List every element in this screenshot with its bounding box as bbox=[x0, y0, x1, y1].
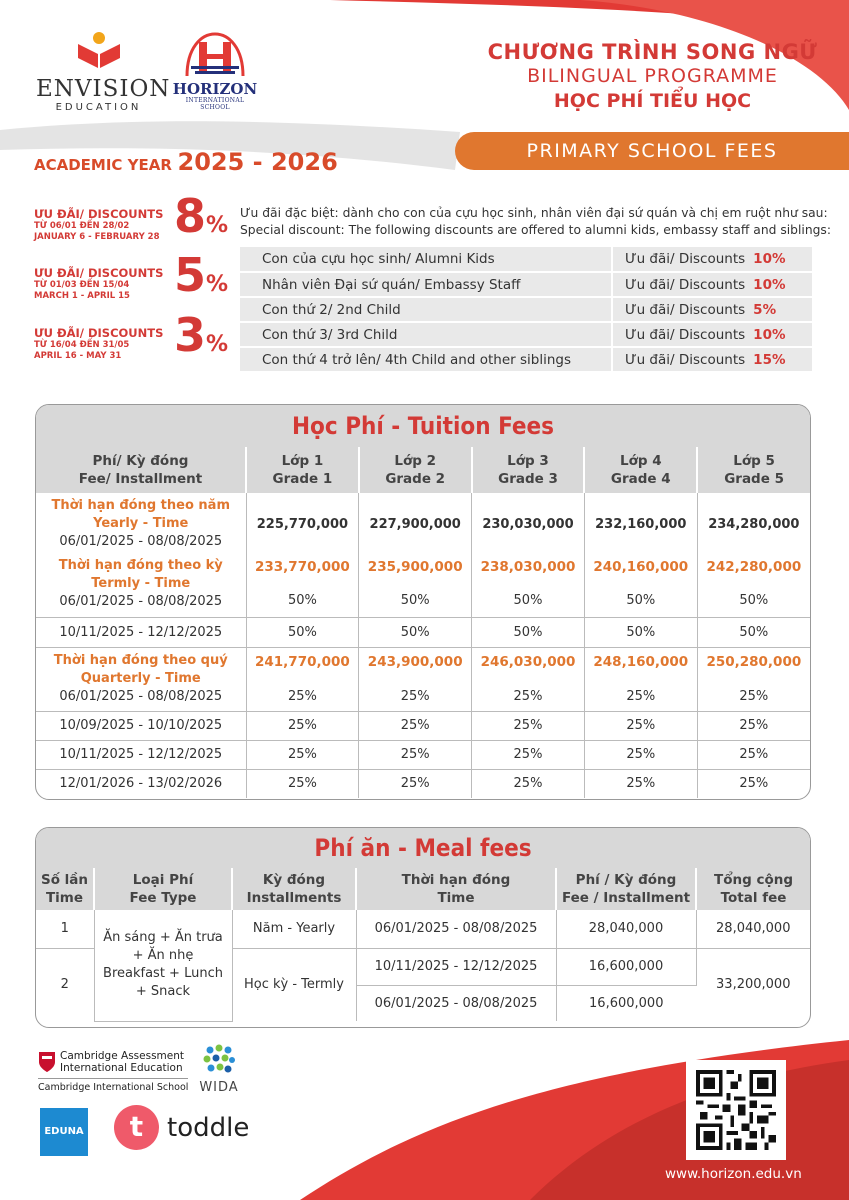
discount-name: Con thứ 2/ 2nd Child bbox=[240, 297, 612, 322]
quarterly-amount-cell: 246,030,000 25% bbox=[472, 647, 585, 711]
meal-period: 06/01/2025 - 08/08/2025 bbox=[356, 985, 556, 1021]
discount-date-vn: TỪ 06/01 ĐẾN 28/02 bbox=[34, 221, 130, 231]
meal-row bbox=[36, 910, 810, 948]
yearly-amount: 234,280,000 bbox=[708, 516, 800, 532]
fee-installment-header: Phí/ Kỳ đóng Fee/ Installment bbox=[36, 447, 246, 493]
termly-amount-cell: 233,770,000 50% bbox=[246, 555, 359, 617]
academic-year-label: ACADEMIC YEAR bbox=[34, 156, 172, 174]
grade-header: Lớp 4 Grade 4 bbox=[584, 447, 697, 493]
installment-percent: 25% bbox=[584, 711, 697, 740]
quarterly-installment-row bbox=[36, 769, 810, 798]
meal-total: 33,200,000 bbox=[716, 977, 791, 993]
wida-logo bbox=[194, 1044, 244, 1095]
termly-label: Thời hạn đóng theo kỳ Termly - Time 06/01/2025 - 08/08/2025 bbox=[36, 555, 246, 617]
discount-name: Con thứ 3/ 3rd Child bbox=[240, 322, 612, 347]
wida-mosaic-icon bbox=[202, 1044, 236, 1076]
meal-fee: 28,040,000 bbox=[556, 910, 696, 948]
quarterly-installment-row bbox=[36, 711, 810, 740]
meal-fee: 16,600,000 bbox=[556, 948, 696, 985]
meal-header-row bbox=[36, 868, 810, 910]
termly-row bbox=[36, 555, 810, 617]
subtitle-vn: HỌC PHÍ TIỂU HỌC bbox=[553, 90, 752, 112]
yearly-amount: 230,030,000 bbox=[472, 493, 585, 555]
website-link[interactable]: www.horizon.edu.vn bbox=[665, 1166, 802, 1182]
special-discount-row bbox=[240, 347, 812, 372]
meal-header: Thời hạn đóng Time bbox=[356, 868, 556, 910]
programme-title bbox=[460, 40, 845, 112]
installment-percent: 25% bbox=[246, 769, 359, 798]
qr-code-icon bbox=[696, 1070, 776, 1150]
yearly-row bbox=[36, 493, 810, 555]
discount-date-vn: TỪ 01/03 ĐẾN 15/04 bbox=[34, 280, 130, 290]
installment-percent: 50% bbox=[584, 617, 697, 647]
discount-value-cell: Ưu đãi/ Discounts 5% bbox=[612, 297, 812, 322]
installment-percent: 25% bbox=[472, 740, 585, 769]
termly-amount-cell: 240,160,000 50% bbox=[584, 555, 697, 617]
special-discount-table bbox=[240, 247, 812, 373]
title-vn: CHƯƠNG TRÌNH SONG NGỮ bbox=[487, 40, 818, 64]
discount-value-cell: Ưu đãi/ Discounts 10% bbox=[612, 322, 812, 347]
discount-block-3 bbox=[34, 308, 229, 363]
discount-value-cell: Ưu đãi/ Discounts 15% bbox=[612, 347, 812, 372]
discount-name: Con thứ 4 trở lên/ 4th Child and other siblings bbox=[240, 347, 612, 372]
horizon-emblem-icon bbox=[183, 30, 247, 78]
installment-percent: 25% bbox=[697, 740, 810, 769]
installment-percent: 25% bbox=[584, 769, 697, 798]
horizon-wordmark: HORIZON bbox=[172, 80, 258, 98]
special-discount-row bbox=[240, 322, 812, 347]
wida-wordmark: WIDA bbox=[199, 1080, 239, 1095]
tuition-table bbox=[36, 447, 810, 798]
discount-value-cell: Ưu đãi/ Discounts 10% bbox=[612, 272, 812, 297]
discount-percent: 5% bbox=[174, 248, 229, 302]
meal-fee-type: Ăn sáng + Ăn trưa + Ăn nhẹ Breakfast + Lunch + Snack bbox=[94, 910, 232, 1021]
special-discount-row bbox=[240, 272, 812, 297]
discount-percent: 8% bbox=[174, 189, 229, 243]
grade-header: Lớp 3 Grade 3 bbox=[472, 447, 585, 493]
meal-header: Loại Phí Fee Type bbox=[94, 868, 232, 910]
quarterly-label: Thời hạn đóng theo quý Quarterly - Time 06/01/2025 - 08/08/2025 bbox=[36, 647, 246, 711]
installment-percent: 50% bbox=[472, 617, 585, 647]
discount-label: ƯU ĐÃI/ DISCOUNTS bbox=[34, 266, 164, 280]
installment-dates: 12/01/2026 - 13/02/2026 bbox=[36, 769, 246, 798]
meal-header: Phí / Kỳ đóng Fee / Installment bbox=[556, 868, 696, 910]
installment-percent: 25% bbox=[359, 740, 472, 769]
cambridge-line-3: Cambridge International School bbox=[38, 1078, 188, 1093]
meal-header: Số lần Time bbox=[36, 868, 94, 910]
envision-emblem-icon bbox=[74, 30, 124, 70]
special-discount-text bbox=[240, 205, 840, 238]
subtitle-en-banner: PRIMARY SCHOOL FEES bbox=[455, 132, 849, 170]
title-en: BILINGUAL PROGRAMME bbox=[527, 65, 778, 87]
yearly-label: Thời hạn đóng theo năm Yearly - Time 06/01/2025 - 08/08/2025 bbox=[36, 493, 246, 555]
eduna-logo: EDUNA bbox=[40, 1108, 88, 1156]
academic-year bbox=[34, 148, 338, 176]
tuition-title: Học Phí - Tuition Fees bbox=[36, 405, 810, 447]
installment-dates: 10/09/2025 - 10/10/2025 bbox=[36, 711, 246, 740]
installment-percent: 25% bbox=[359, 711, 472, 740]
discount-date-vn: TỪ 16/04 ĐẾN 31/05 bbox=[34, 340, 130, 350]
installment-percent: 50% bbox=[739, 624, 769, 640]
yearly-amount: 232,160,000 bbox=[584, 493, 697, 555]
cambridge-line-1: Cambridge Assessment bbox=[60, 1050, 185, 1062]
grade-header: Lớp 1 Grade 1 bbox=[246, 447, 359, 493]
discount-label: ƯU ĐÃI/ DISCOUNTS bbox=[34, 207, 164, 221]
special-discount-row bbox=[240, 297, 812, 322]
cambridge-logo bbox=[38, 1050, 188, 1093]
envision-logo bbox=[36, 30, 171, 113]
installment-dates: 10/11/2025 - 12/12/2025 bbox=[36, 740, 246, 769]
installment-percent: 50% bbox=[359, 617, 472, 647]
toddle-icon: t bbox=[114, 1105, 159, 1150]
installment-dates: 10/11/2025 - 12/12/2025 bbox=[36, 617, 246, 647]
quarterly-amount-cell: 248,160,000 25% bbox=[584, 647, 697, 711]
meal-period: 06/01/2025 - 08/08/2025 bbox=[356, 910, 556, 948]
tuition-panel bbox=[35, 404, 811, 800]
toddle-logo bbox=[114, 1105, 249, 1150]
meal-time: 2 bbox=[36, 948, 94, 1021]
meal-installment: Học kỳ - Termly bbox=[232, 948, 356, 1021]
yearly-amount: 227,900,000 bbox=[359, 493, 472, 555]
discount-block-1 bbox=[34, 189, 229, 244]
quarterly-installment-row bbox=[36, 740, 810, 769]
cambridge-shield-icon bbox=[38, 1051, 56, 1073]
grade-header: Lớp 5 Grade 5 bbox=[697, 447, 810, 493]
meal-header: Kỳ đóng Installments bbox=[232, 868, 356, 910]
meal-installment: Năm - Yearly bbox=[232, 910, 356, 948]
meal-title: Phí ăn - Meal fees bbox=[36, 828, 810, 868]
termly-installment-row bbox=[36, 617, 810, 647]
quarterly-amount-cell: 250,280,000 25% bbox=[697, 647, 810, 711]
horizon-logo bbox=[170, 30, 260, 111]
installment-percent: 25% bbox=[697, 711, 810, 740]
discount-block-2 bbox=[34, 248, 229, 303]
meal-table bbox=[36, 868, 810, 1022]
discount-percent: 3% bbox=[174, 308, 229, 362]
special-discount-en: Special discount: The following discounts are offered to alumni kids, embassy staff and siblings: bbox=[240, 222, 831, 237]
meal-panel bbox=[35, 827, 811, 1028]
installment-percent: 25% bbox=[472, 711, 585, 740]
meal-time: 1 bbox=[36, 910, 94, 948]
meal-total: 28,040,000 bbox=[696, 910, 810, 948]
installment-percent: 25% bbox=[246, 740, 359, 769]
special-discount-vn: Ưu đãi đặc biệt: dành cho con của cựu học sinh, nhân viên đại sứ quán và chị em ruột như sau: bbox=[240, 206, 828, 220]
installment-percent: 25% bbox=[246, 711, 359, 740]
envision-subtitle: EDUCATION bbox=[55, 102, 142, 113]
discount-date-en: APRIL 16 - MAY 31 bbox=[34, 351, 122, 362]
academic-year-value: 2025 - 2026 bbox=[177, 148, 338, 176]
discount-name: Nhân viên Đại sứ quán/ Embassy Staff bbox=[240, 272, 612, 297]
quarterly-amount-cell: 241,770,000 25% bbox=[246, 647, 359, 711]
termly-amount-cell: 235,900,000 50% bbox=[359, 555, 472, 617]
discount-name: Con của cựu học sinh/ Alumni Kids bbox=[240, 247, 612, 272]
installment-percent: 25% bbox=[472, 769, 585, 798]
grade-header: Lớp 2 Grade 2 bbox=[359, 447, 472, 493]
tuition-header-row bbox=[36, 447, 810, 493]
termly-amount-cell: 242,280,000 50% bbox=[697, 555, 810, 617]
cambridge-line-2: International Education bbox=[60, 1062, 183, 1075]
toddle-wordmark: toddle bbox=[167, 1112, 250, 1143]
installment-percent: 25% bbox=[359, 769, 472, 798]
discount-date-en: JANUARY 6 - FEBRUARY 28 bbox=[34, 232, 160, 243]
meal-fee: 16,600,000 bbox=[589, 995, 664, 1011]
special-discount-row bbox=[240, 247, 812, 272]
quarterly-amount-cell: 243,900,000 25% bbox=[359, 647, 472, 711]
meal-header: Tổng cộng Total fee bbox=[696, 868, 810, 910]
installment-percent: 25% bbox=[739, 776, 769, 792]
horizon-subtitle: INTERNATIONAL SCHOOL bbox=[185, 97, 245, 111]
discount-value-cell: Ưu đãi/ Discounts 10% bbox=[612, 247, 812, 272]
discount-label: ƯU ĐÃI/ DISCOUNTS bbox=[34, 326, 164, 340]
quarterly-row bbox=[36, 647, 810, 711]
meal-period: 10/11/2025 - 12/12/2025 bbox=[356, 948, 556, 985]
installment-percent: 25% bbox=[584, 740, 697, 769]
installment-percent: 50% bbox=[246, 617, 359, 647]
termly-amount-cell: 238,030,000 50% bbox=[472, 555, 585, 617]
yearly-amount: 225,770,000 bbox=[246, 493, 359, 555]
discount-date-en: MARCH 1 - APRIL 15 bbox=[34, 291, 130, 302]
envision-wordmark: ENVISION bbox=[36, 76, 171, 102]
